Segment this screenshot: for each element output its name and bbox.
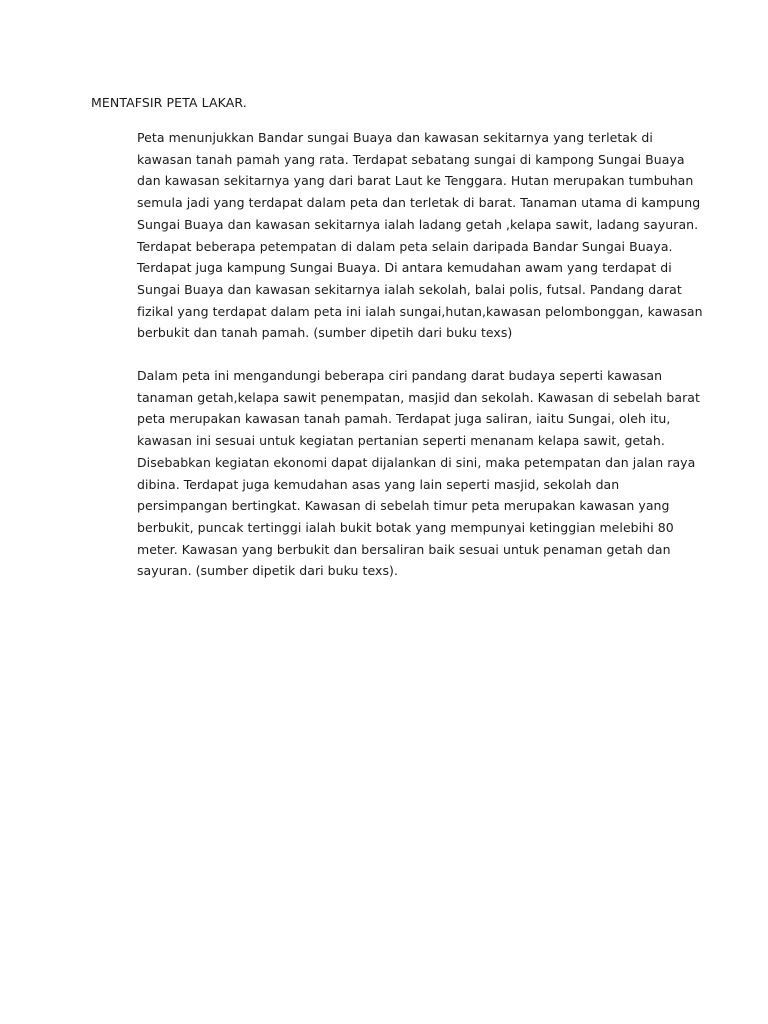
paragraph-line: fizikal yang terdapat dalam peta ini ialah sungai,hutan,kawasan pelombonggan, kawasan — [137, 303, 703, 319]
paragraph-line: meter. Kawasan yang berbukit dan bersaliran baik sesuai untuk penaman getah dan — [137, 541, 671, 557]
paragraph-line: peta merupakan kawasan tanah pamah. Terdapat juga saliran, iaitu Sungai, oleh itu, — [137, 411, 671, 427]
paragraph-line: Peta menunjukkan Bandar sungai Buaya dan kawasan sekitarnya yang terletak di — [137, 130, 653, 145]
paragraph-1 — [137, 127, 703, 344]
paragraph-line: tanaman getah,kelapa sawit penempatan, masjid dan sekolah. Kawasan di sebelah barat — [137, 389, 700, 405]
paragraph-line: Sungai Buaya dan kawasan sekitarnya ialah sekolah, balai polis, futsal. Pandang darat — [137, 281, 682, 297]
paragraph-line: Terdapat juga kampung Sungai Buaya. Di antara kemudahan awam yang terdapat di — [137, 260, 672, 276]
paragraph-line: Disebabkan kegiatan ekonomi dapat dijalankan di sini, maka petempatan dan jalan raya — [137, 454, 696, 470]
paragraph-line: dan kawasan sekitarnya yang dari barat Laut ke Tenggara. Hutan merupakan tumbuhan — [137, 173, 694, 189]
paragraph-line: dibina. Terdapat juga kemudahan asas yang lain seperti masjid, sekolah dan — [137, 476, 620, 492]
paragraph-line: berbukit, puncak tertinggi ialah bukit botak yang mempunyai ketinggian melebihi 80 — [137, 519, 674, 535]
paragraph-line: sayuran. (sumber dipetik dari buku texs). — [137, 563, 398, 579]
paragraph-line: kawasan tanah pamah yang rata. Terdapat sebatang sungai di kampong Sungai Buaya — [137, 151, 685, 167]
paragraph-line: persimpangan bertingkat. Kawasan di sebelah timur peta merupakan kawasan yang — [137, 498, 670, 514]
paragraph-line: kawasan ini sesuai untuk kegiatan pertanian seperti menanam kelapa sawit, getah. — [137, 433, 665, 449]
paragraph-line: berbukit dan tanah pamah. (sumber dipetih dari buku texs) — [137, 325, 513, 341]
paragraph-line: Terdapat beberapa petempatan di dalam peta selain daripada Bandar Sungai Buaya. — [137, 238, 673, 254]
paragraph-line: Sungai Buaya dan kawasan sekitarnya ialah ladang getah ,kelapa sawit, ladang sayuran. — [137, 216, 699, 232]
paragraph-2 — [137, 365, 700, 582]
paragraph-line: semula jadi yang terdapat dalam peta dan terletak di barat. Tanaman utama di kampung — [137, 195, 701, 211]
paragraph-line: Dalam peta ini mengandungi beberapa ciri pandang darat budaya seperti kawasan — [137, 368, 663, 383]
document-title: MENTAFSIR PETA LAKAR. — [91, 95, 247, 110]
